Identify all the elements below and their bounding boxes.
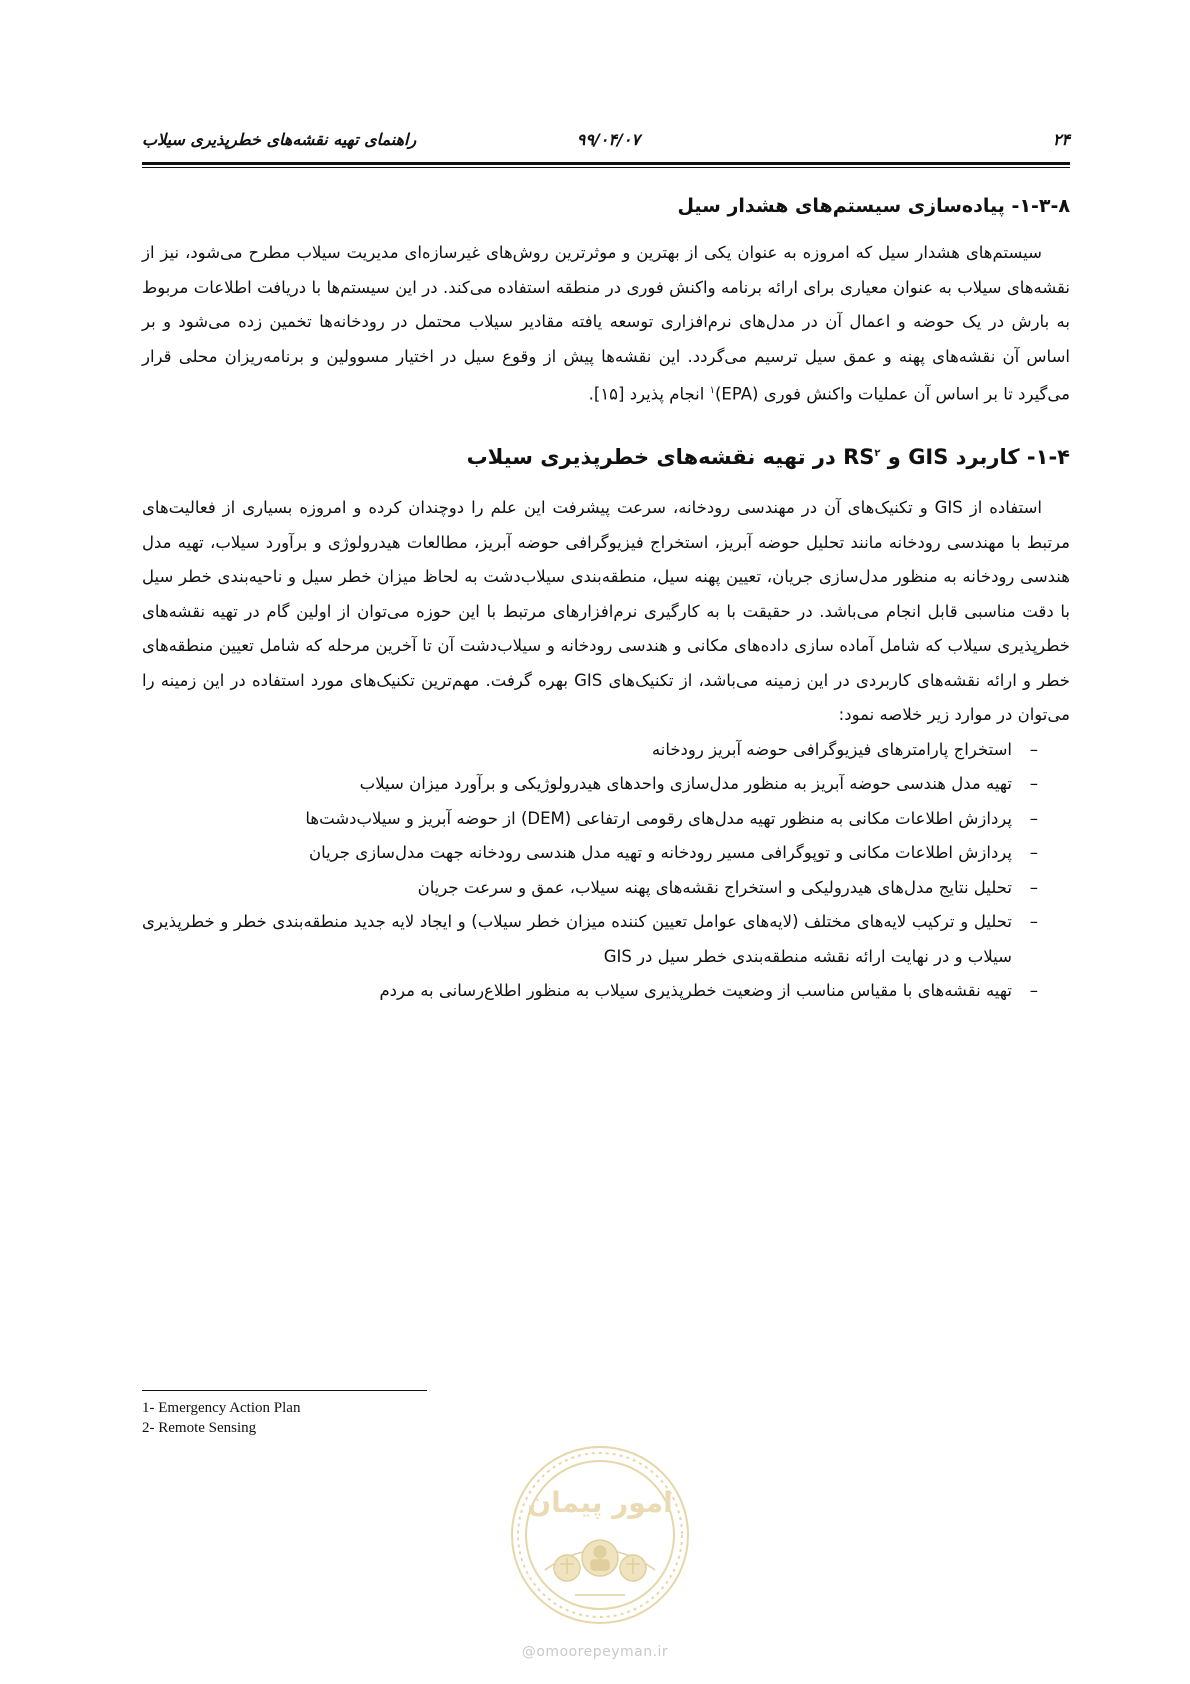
abbreviation: (EPA) xyxy=(714,384,759,404)
list-item: – پردازش اطلاعات مکانی به منظور تهیه مدل‌های رقومی ارتفاعی (DEM) از حوضه آبریز و سیلاب‌دشت‌ها xyxy=(305,808,1038,828)
list-item: – پردازش اطلاعات مکانی و توپوگرافی مسیر رودخانه و تهیه مدل هندسی رودخانه جهت مدل‌سازی جریان xyxy=(308,843,1038,862)
heading-tail: در تهیه نقشه‌های خطرپذیری سیلاب xyxy=(466,445,844,469)
header-rule-thin xyxy=(142,167,1070,168)
list-item: – تحلیل و ترکیب لایه‌های مختلف (لایه‌های عوامل تعیین کننده میزان خطر سیلاب) و ایجاد لایه جدید منطقه‌بندی خطر و خطرپذیری سیلاب و در نهایت ارائه نقشه منطقه‌بندی خطر سیل در GIS xyxy=(142,912,1038,966)
list-item: – تهیه مدل هندسی حوضه آبریز به منظور مدل‌سازی واحدهای هیدرولوژیکی و برآورد میزان سیلاب xyxy=(359,774,1038,793)
footnote-ref: ۲ xyxy=(874,448,881,459)
page-number: ۲۴ xyxy=(1052,130,1070,149)
footnote-2: 2- Remote Sensing xyxy=(142,1420,257,1436)
header-rule-thick xyxy=(142,162,1070,165)
publisher-seal-logo xyxy=(505,1440,695,1630)
technique-list xyxy=(142,733,1070,1009)
section-heading-1-4 xyxy=(142,434,1070,477)
header-date: ۹۹/۰۴/۰۷ xyxy=(576,130,640,149)
paragraph-end: انجام پذیرد [۱۵]. xyxy=(588,384,705,404)
footnote-rule xyxy=(142,1390,427,1391)
section-heading-1-3-8: ۱-۳-۸- پیاده‌سازی سیستم‌های هشدار سیل xyxy=(677,195,1070,217)
watermark: @omoorepeyman.ir xyxy=(521,1644,669,1660)
list-item: – تهیه نقشه‌های با مقیاس مناسب از وضعیت خطرپذیری سیلاب به منظور اطلاع‌رسانی به مردم xyxy=(379,981,1038,1000)
footnotes xyxy=(142,1398,642,1438)
svg-text:امور پیمان: امور پیمان xyxy=(527,1486,673,1519)
section-1-3-8-paragraph xyxy=(142,236,1070,412)
list-item: – تحلیل نتایج مدل‌های هیدرولیکی و استخراج نقشه‌های پهنه سیلاب، عمق و سرعت جریان xyxy=(417,877,1038,897)
footnote-ref: ۱ xyxy=(709,385,715,396)
paragraph-text: سیستم‌های هشدار سیل که امروزه به عنوان یکی از بهترین و موثرترین روش‌های غیرسازه‌ای مدیریت سیلاب مطرح می‌شود، نیز از نقشه‌های سیلاب به عنوان معیاری برای ارائه برنامه واکنش فوری در منطقه استفاده می‌کند. در این سیستم‌ها با دریافت اطلاعات مربوط به بارش در یک حوضه و اعمال آن در مدل‌های نرم‌افزاری توسعه یافته مقادیر سیلاب محتمل در رودخانه‌ها تخمین زده می‌شود و بر اساس آن نقشه‌های پهنه و عمق سیل ترسیم می‌گردد. این نقشه‌ها پیش از وقوع سیل در اختیار مسوولین و برنامه‌ریزان محلی قرار می‌گیرد تا بر اساس آن عملیات واکنش فوری xyxy=(142,243,1070,404)
footnote-1: 1- Emergency Action Plan xyxy=(142,1400,301,1416)
heading-text: ۱-۴- کاربرد GIS و RS xyxy=(843,445,1070,469)
list-item: – استخراج پارامترهای فیزیوگرافی حوضه آبریز رودخانه xyxy=(651,739,1038,759)
page-header xyxy=(142,128,1070,158)
page-content xyxy=(142,186,1070,1009)
header-title: راهنمای تهیه نقشه‌های خطرپذیری سیلاب xyxy=(142,130,417,149)
section-1-4-paragraph: استفاده از GIS و تکنیک‌های آن در مهندسی رودخانه، سرعت پیشرفت این علم را دوچندان کرده و امروزه بسیاری از فعالیت‌های مرتبط با مهندسی رودخانه مانند تحلیل حوضه آبریز، استخراج فیزیوگرافی حوضه آبریز، مطالعات هیدرولوژی و برآورد سیلاب، تهیه مدل هندسی رودخانه به منظور مدل‌سازی جریان، تعیین پهنه سیل، منطقه‌بندی سیلاب‌دشت به لحاظ میزان خطر سیل و ناحیه‌بندی خطر سیل با دقت مناسبی قابل انجام می‌باشد. در حقیقت با به کارگیری نرم‌افزارهای مرتبط با این حوزه می‌توان از اولین گام در تهیه نقشه‌های خطرپذیری سیلاب که شامل آماده سازی داده‌های مکانی و هندسی رودخانه و سیلاب‌دشت آن تا آخرین مرحله که شامل تعیین منطقه‌های خطر و ارائه نقشه‌های کاربردی در این زمینه می‌باشد، از تکنیک‌های GIS بهره گرفت. مهم‌ترین تکنیک‌های مورد استفاده در این زمینه را می‌توان در موارد زیر خلاصه نمود: xyxy=(142,498,1071,724)
